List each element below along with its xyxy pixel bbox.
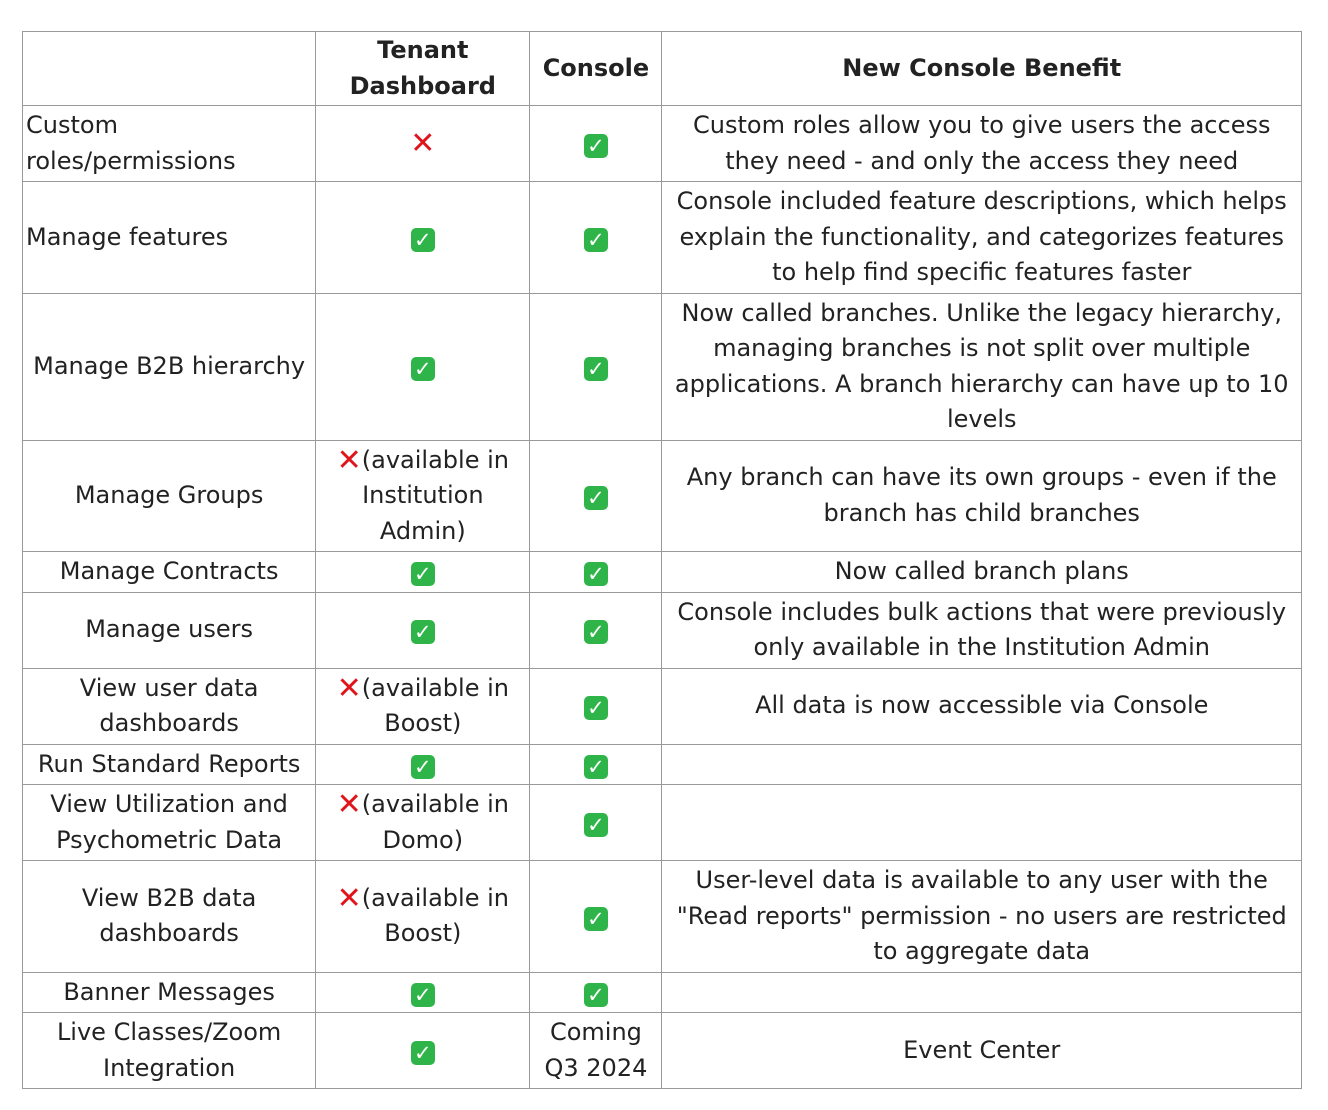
green-check-icon: ✓ [411,357,435,381]
tenant-dashboard-cell [316,668,530,744]
table-row [23,668,1302,744]
benefit-cell [662,785,1302,861]
tenant-dashboard-cell [316,785,530,861]
feature-name-cell: Manage features [23,182,316,294]
tenant-note: (available in Domo) [361,790,509,854]
table-row [23,861,1302,973]
tenant-dashboard-cell [316,440,530,552]
feature-name-cell: View Utilization and Psychometric Data [23,785,316,861]
table-row [23,552,1302,593]
benefit-cell [662,744,1302,785]
console-cell [530,1013,662,1089]
table-row [23,182,1302,294]
feature-name-cell: View user data dashboards [23,668,316,744]
feature-name-cell: Run Standard Reports [23,744,316,785]
feature-name-cell: Manage Groups [23,440,316,552]
green-check-icon: ✓ [584,486,608,510]
tenant-dashboard-cell [316,861,530,973]
benefit-cell: Custom roles allow you to give users the access they need - and only the access they need [662,106,1302,182]
tenant-dashboard-cell [316,744,530,785]
console-cell [530,552,662,593]
table-row [23,1013,1302,1089]
feature-name-cell: Manage Contracts [23,552,316,593]
green-check-icon: ✓ [584,907,608,931]
benefit-cell: Console included feature descriptions, which helps explain the functionality, and categorizes features to help find specific features faster [662,182,1302,294]
tenant-note: (available in Institution Admin) [361,445,509,545]
tenant-dashboard-cell [316,592,530,668]
console-cell [530,861,662,973]
benefit-cell: All data is now accessible via Console [662,668,1302,744]
console-cell [530,972,662,1013]
table-row [23,106,1302,182]
console-cell [530,592,662,668]
green-check-icon: ✓ [411,1041,435,1065]
console-cell [530,293,662,440]
green-check-icon: ✓ [584,813,608,837]
table-row [23,972,1302,1013]
benefit-cell: Now called branches. Unlike the legacy hierarchy, managing branches is not split over multiple applications. A branch hierarchy can have up to 10 levels [662,293,1302,440]
green-check-icon: ✓ [584,562,608,586]
green-check-icon: ✓ [584,696,608,720]
header-feature [23,32,316,106]
header-console: Console [530,32,662,106]
benefit-cell: User-level data is available to any user with the "Read reports" permission - no users are restricted to aggregate data [662,861,1302,973]
feature-name-cell: View B2B data dashboards [23,861,316,973]
header-tenant-dashboard: Tenant Dashboard [316,32,530,106]
table-row [23,785,1302,861]
red-cross-icon: ✕ [336,670,362,706]
green-check-icon: ✓ [411,562,435,586]
tenant-dashboard-cell [316,293,530,440]
tenant-dashboard-cell [316,972,530,1013]
tenant-dashboard-cell [316,106,530,182]
console-cell [530,440,662,552]
benefit-cell [662,972,1302,1013]
green-check-icon: ✓ [584,134,608,158]
table-row [23,440,1302,552]
green-check-icon: ✓ [584,228,608,252]
tenant-dashboard-cell [316,552,530,593]
feature-name-cell: Custom roles/permissions [23,106,316,182]
benefit-cell: Any branch can have its own groups - even if the branch has child branches [662,440,1302,552]
green-check-icon: ✓ [411,228,435,252]
console-cell [530,106,662,182]
benefit-cell: Now called branch plans [662,552,1302,593]
green-check-icon: ✓ [584,620,608,644]
header-new-console-benefit: New Console Benefit [662,32,1302,106]
green-check-icon: ✓ [584,755,608,779]
feature-comparison-table [22,31,1302,1089]
console-cell [530,182,662,294]
green-check-icon: ✓ [584,983,608,1007]
feature-name-cell: Manage B2B hierarchy [23,293,316,440]
console-cell [530,668,662,744]
table-row [23,744,1302,785]
red-cross-icon: ✕ [336,442,362,478]
red-cross-icon: ✕ [410,125,436,161]
tenant-note: (available in Boost) [361,673,509,737]
header-row [23,32,1302,106]
feature-name-cell: Live Classes/Zoom Integration [23,1013,316,1089]
feature-name-cell: Banner Messages [23,972,316,1013]
table-body [23,106,1302,1089]
green-check-icon: ✓ [411,755,435,779]
red-cross-icon: ✕ [336,880,362,916]
green-check-icon: ✓ [411,983,435,1007]
benefit-cell: Event Center [662,1013,1302,1089]
tenant-dashboard-cell [316,1013,530,1089]
benefit-cell: Console includes bulk actions that were previously only available in the Institution Admin [662,592,1302,668]
red-cross-icon: ✕ [336,787,362,822]
console-cell [530,785,662,861]
feature-name-cell: Manage users [23,592,316,668]
tenant-note: (available in Boost) [361,883,509,948]
console-note: Coming Q3 2024 [544,1018,648,1082]
console-cell [530,744,662,785]
tenant-dashboard-cell [316,182,530,294]
green-check-icon: ✓ [584,357,608,381]
table-row [23,293,1302,440]
table-row [23,592,1302,668]
green-check-icon: ✓ [411,620,435,644]
